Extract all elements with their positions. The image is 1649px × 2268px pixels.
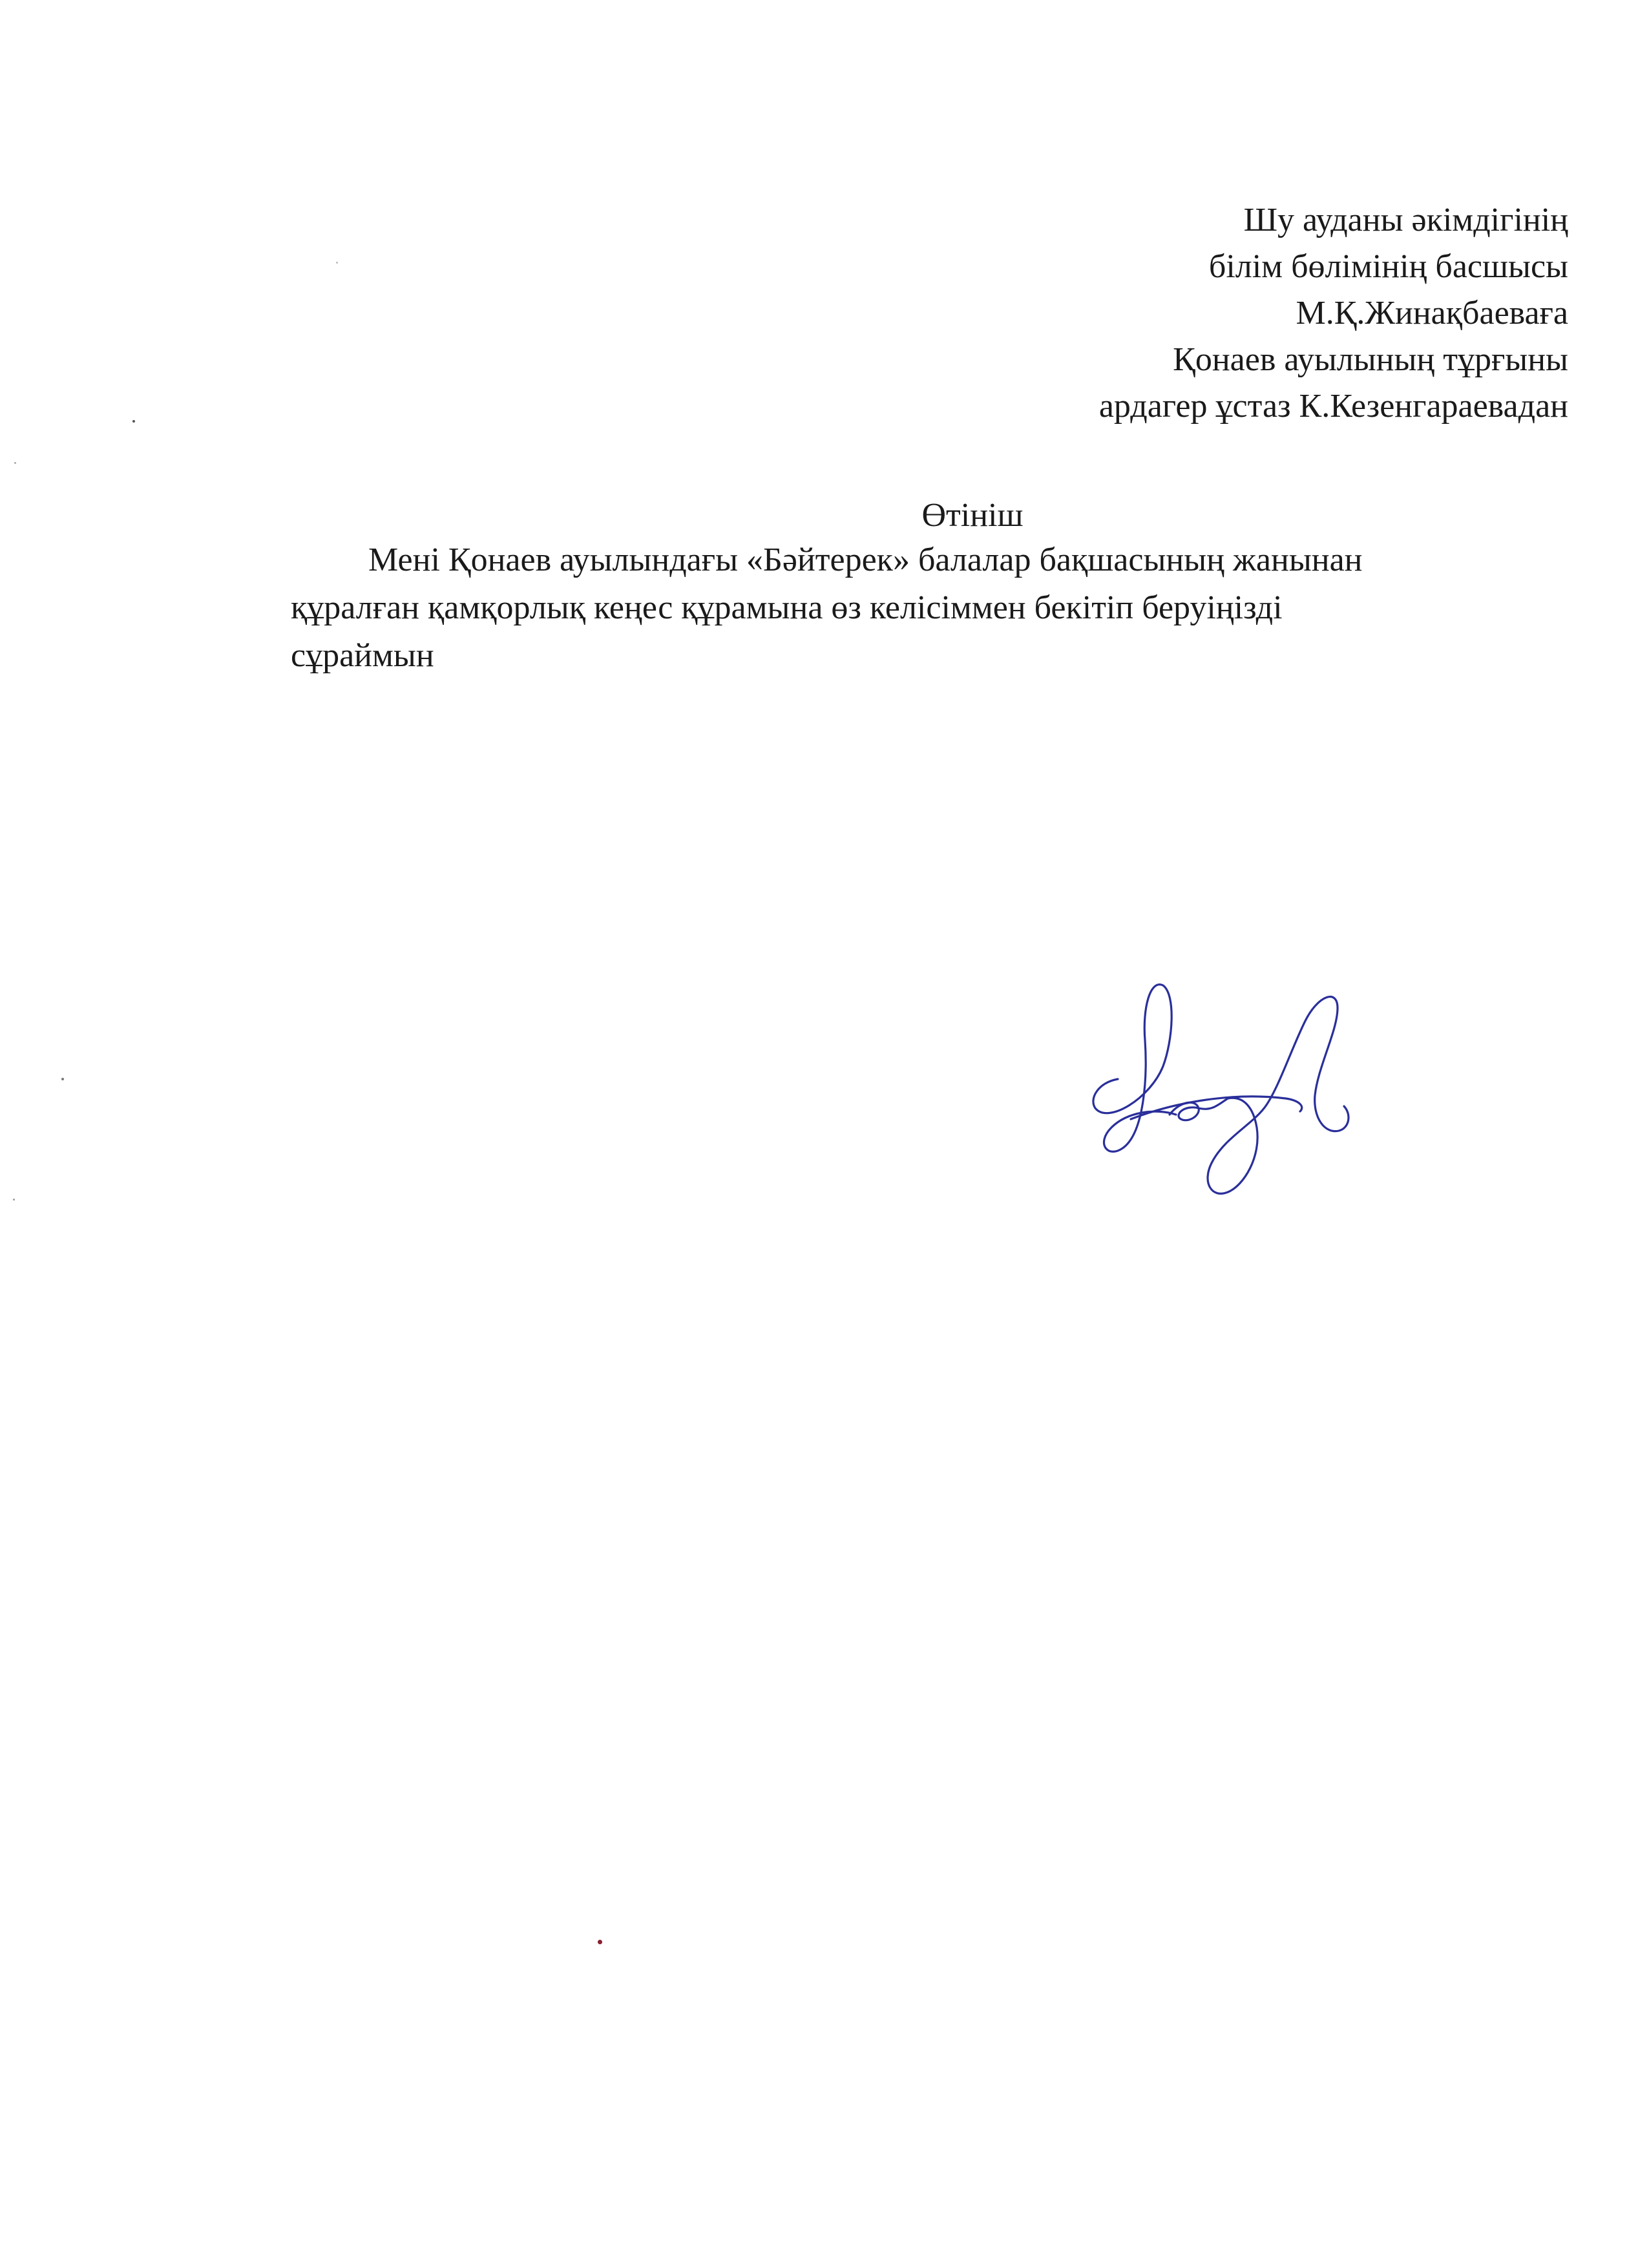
- scan-speck: [336, 262, 338, 264]
- body-line: сұраймын: [291, 637, 434, 674]
- scan-speck: [132, 420, 135, 423]
- addressee-line: Шу ауданы әкімдігінің: [1243, 202, 1568, 238]
- application-body: [291, 536, 1531, 680]
- addressee-line: ардагер ұстаз К.Кезенгараевадан: [1098, 388, 1568, 425]
- body-line: құралған қамқорлық кеңес құрамына өз келісіммен бекітіп беруіңізді: [291, 589, 1283, 626]
- handwritten-signature: [1073, 969, 1357, 1208]
- document-title: Өтініш: [921, 497, 1024, 534]
- addressee-block: [664, 197, 1568, 430]
- addressee-line: білім бөлімінің басшысы: [1208, 248, 1568, 285]
- body-line: Мені Қонаев ауылындағы «Бәйтерек» балалар бақшасының жанынан: [368, 541, 1363, 578]
- addressee-line: Қонаев ауылының тұрғыны: [1173, 341, 1568, 378]
- scan-speck: [13, 1199, 15, 1201]
- scan-speck: [598, 1940, 602, 1944]
- scan-speck: [14, 462, 16, 464]
- addressee-line: М.Қ.Жинақбаеваға: [1296, 295, 1568, 331]
- scan-speck: [61, 1078, 64, 1080]
